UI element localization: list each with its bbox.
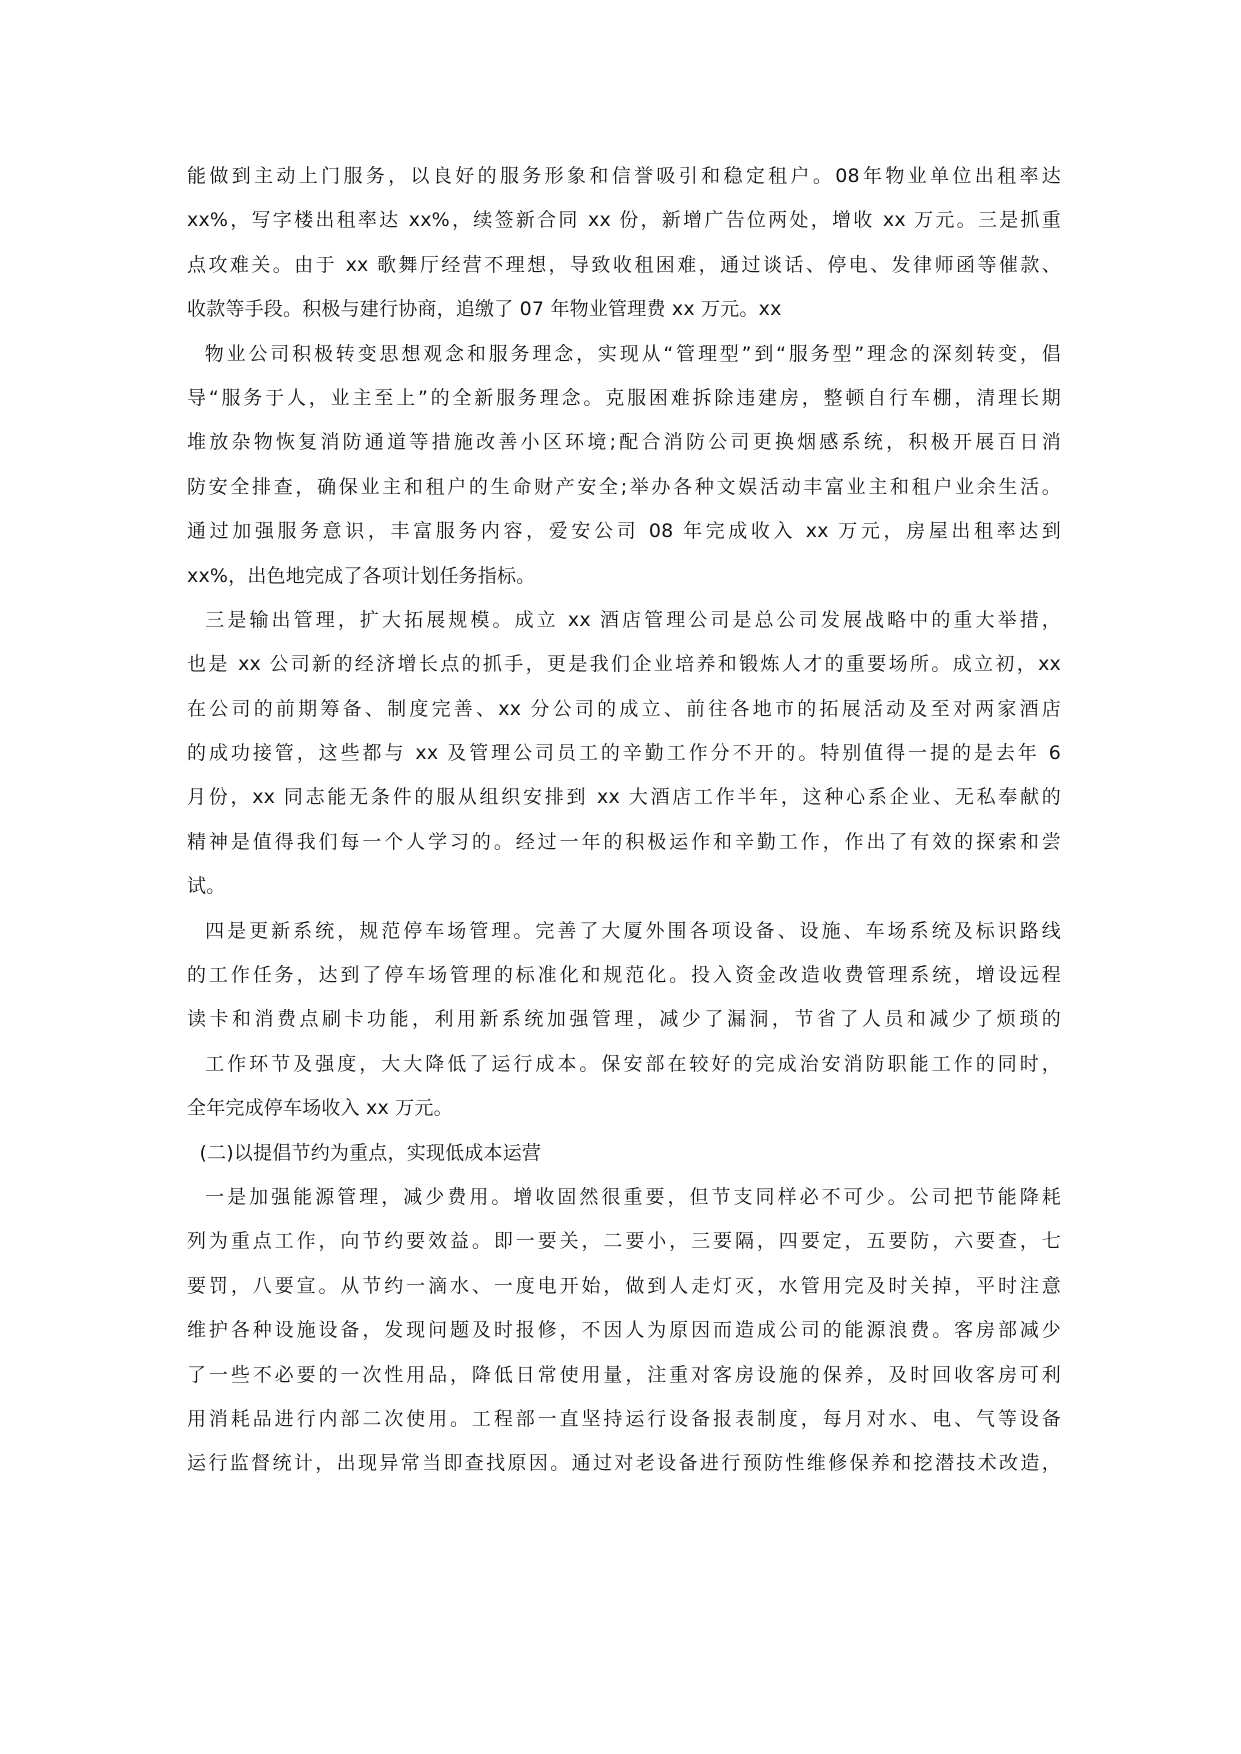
text-line: 的成功接管，这些都与 xx 及管理公司员工的辛勤工作分不开的。特别值得一提的是去年 6 <box>187 742 1061 765</box>
text-line: 收款等手段。积极与建行协商，追缴了 07 年物业管理费 xx 万元。xx <box>187 298 782 321</box>
text-line: 点攻难关。由于 xx 歌舞厅经营不理想，导致收租困难，通过谈话、停电、发律师函等催款、 <box>187 253 1061 276</box>
text-line: 一是加强能源管理，减少费用。增收固然很重要，但节支同样必不可少。公司把节能降耗 <box>187 1185 1061 1208</box>
text-line: 读卡和消费点刷卡功能，利用新系统加强管理，减少了漏洞，节省了人员和减少了烦琐的 <box>187 1008 1061 1031</box>
text-line: 运行监督统计，出现异常当即查找原因。通过对老设备进行预防性维修保养和挖潜技术改造， <box>187 1452 1061 1475</box>
text-line: 能做到主动上门服务，以良好的服务形象和信誉吸引和稳定租户。08年物业单位出租率达 <box>187 165 1061 187</box>
text-line: 维护各种设施设备，发现问题及时报修，不因人为原因而造成公司的能源浪费。客房部减少 <box>187 1319 1061 1342</box>
text-line: 精神是值得我们每一个人学习的。经过一年的积极运作和辛勤工作，作出了有效的探索和尝 <box>187 830 1061 853</box>
text-line: 了一些不必要的一次性用品，降低日常使用量，注重对客房设施的保养，及时回收客房可利 <box>187 1363 1061 1386</box>
text-line: 列为重点工作，向节约要效益。即一要关，二要小，三要隔，四要定，五要防，六要查，七 <box>187 1230 1061 1253</box>
text-line: 堆放杂物恢复消防通道等措施改善小区环境;配合消防公司更换烟感系统，积极开展百日消 <box>187 431 1061 454</box>
text-line: 也是 xx 公司新的经济增长点的抓手，更是我们企业培养和锻炼人才的重要场所。成立初，xx <box>187 653 1061 676</box>
text-line: 的工作任务，达到了停车场管理的标准化和规范化。投入资金改造收费管理系统，增设远程 <box>187 964 1061 987</box>
text-line: 三是输出管理，扩大拓展规模。成立 xx 酒店管理公司是总公司发展战略中的重大举措， <box>187 608 1061 631</box>
text-line: 试。 <box>187 875 226 898</box>
text-line: 防安全排查，确保业主和租户的生命财产安全;举办各种文娱活动丰富业主和租户业余生活。 <box>187 475 1061 498</box>
text-line: 在公司的前期筹备、制度完善、xx 分公司的成立、前往各地市的拓展活动及至对两家酒店 <box>187 697 1061 720</box>
text-line: xx%，出色地完成了各项计划任务指标。 <box>187 564 536 587</box>
text-line: 月份，xx 同志能无条件的服从组织安排到 xx 大酒店工作半年，这种心系企业、无私奉献的 <box>187 786 1061 809</box>
text-line: 物业公司积极转变思想观念和服务理念，实现从“管理型”到“服务型”理念的深刻转变，倡 <box>187 342 1061 365</box>
text-line: xx%，写字楼出租率达 xx%，续签新合同 xx 份，新增广告位两处，增收 xx 万元。三是抓重 <box>187 209 1061 232</box>
text-line: 导“服务于人，业主至上”的全新服务理念。克服困难拆除违建房，整顿自行车棚，清理长期 <box>187 386 1061 409</box>
text-line: 全年完成停车场收入 xx 万元。 <box>187 1097 453 1120</box>
text-line: 工作环节及强度，大大降低了运行成本。保安部在较好的完成治安消防职能工作的同时， <box>187 1052 1061 1075</box>
text-line: 四是更新系统，规范停车场管理。完善了大厦外围各项设备、设施、车场系统及标识路线 <box>187 919 1061 942</box>
text-line: 通过加强服务意识，丰富服务内容，爱安公司 08 年完成收入 xx 万元，房屋出租率达到 <box>187 520 1061 543</box>
text-line: 要罚，八要宣。从节约一滴水、一度电开始，做到人走灯灭，水管用完及时关掉，平时注意 <box>187 1274 1061 1297</box>
text-line: 用消耗品进行内部二次使用。工程部一直坚持运行设备报表制度，每月对水、电、气等设备 <box>187 1407 1061 1430</box>
document-body <box>187 154 1061 1486</box>
section-heading: (二)以提倡节约为重点，实现低成本运营 <box>187 1141 542 1164</box>
